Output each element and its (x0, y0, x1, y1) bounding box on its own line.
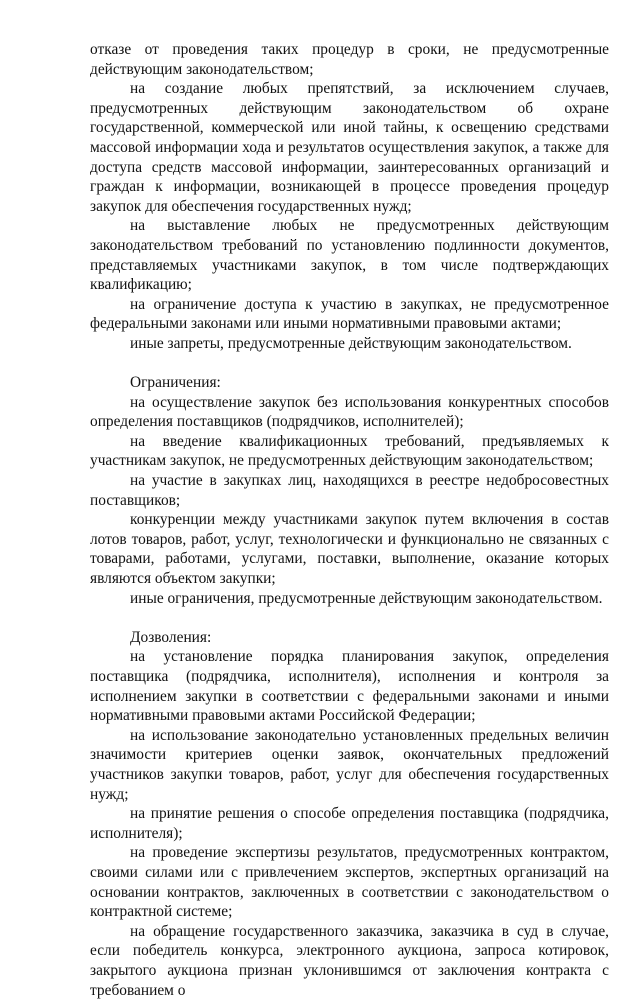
paragraph-intro: отказе от проведения таких процедур в сроки, не предусмотренные действующим законодательством; (90, 41, 609, 78)
restriction-item: на введение квалификационных требований, предъявляемых к участникам закупок, не предусмотренных действующим законодательством; (90, 432, 609, 470)
permission-item: на проведение экспертизы результатов, предусмотренных контрактом, своими силами или с привлечением экспертов, экспертных организаций на основании контрактов, заключенных в соответствии с законодательством о контрактной системе; (90, 844, 609, 921)
restrictions-section (90, 373, 609, 608)
document-page (90, 40, 609, 1000)
permission-item: на использование законодательно установленных предельных величин значимости критериев оценки заявок, окончательных предложений участников закупки товаров, работ, услуг для обеспечения государственных нужд; (90, 726, 609, 803)
prohibitions-continuation (90, 79, 609, 353)
restrictions-heading: Ограничения: (130, 374, 221, 392)
prohibition-item: на создание любых препятствий, за исключением случаев, предусмотренных действующим законодательством об охране государственной, коммерческой или иной тайны, к освещению средствами массовой информации хода и результатов осуществления закупок, а также для доступа средств массовой информации, заинтересованных организаций и граждан к информации, возникающей в процессе проведения процедур закупок для обеспечения государственных нужд; (90, 80, 609, 215)
restriction-item: конкуренции между участниками закупок путем включения в состав лотов товаров, работ, услуг, технологически и функционально не связанных с товарами, работами, услугами, поставки, выполнение, оказание которых являются объектом закупки; (90, 511, 609, 588)
permissions-heading: Дозволения: (130, 628, 212, 646)
restriction-item: на осуществление закупок без использования конкурентных способов определения поставщиков (подрядчиков, исполнителей); (90, 393, 609, 431)
prohibition-item: на выставление любых не предусмотренных действующим законодательством требований по установлению подлинности документов, представляемых участниками закупок, в том числе подтверждающих квалификацию; (90, 217, 609, 294)
permission-item: на установление порядка планирования закупок, определения поставщика (подрядчика, исполнителя), исполнения и контроля за исполнением закупки в соответствии с федеральными законами и иными нормативными правовыми актами Российской Федерации; (90, 648, 609, 725)
permission-item: на обращение государственного заказчика, заказчика в суд в случае, если победитель конкурса, электронного аукциона, запроса котировок, закрытого аукциона признан уклонившимся от заключения контракта с требованием о (90, 922, 609, 999)
restriction-item: на участие в закупках лиц, находящихся в реестре недобросовестных поставщиков; (90, 472, 609, 509)
prohibition-item: иные запреты, предусмотренные действующим законодательством. (130, 334, 572, 352)
prohibition-item: на ограничение доступа к участию в закупках, не предусмотренное федеральными законами или иными нормативными правовыми актами; (90, 295, 609, 333)
permissions-section (90, 628, 609, 1000)
permission-item: на принятие решения о способе определения поставщика (подрядчика, исполнителя); (90, 805, 609, 842)
restriction-item: иные ограничения, предусмотренные действующим законодательством. (130, 589, 603, 607)
